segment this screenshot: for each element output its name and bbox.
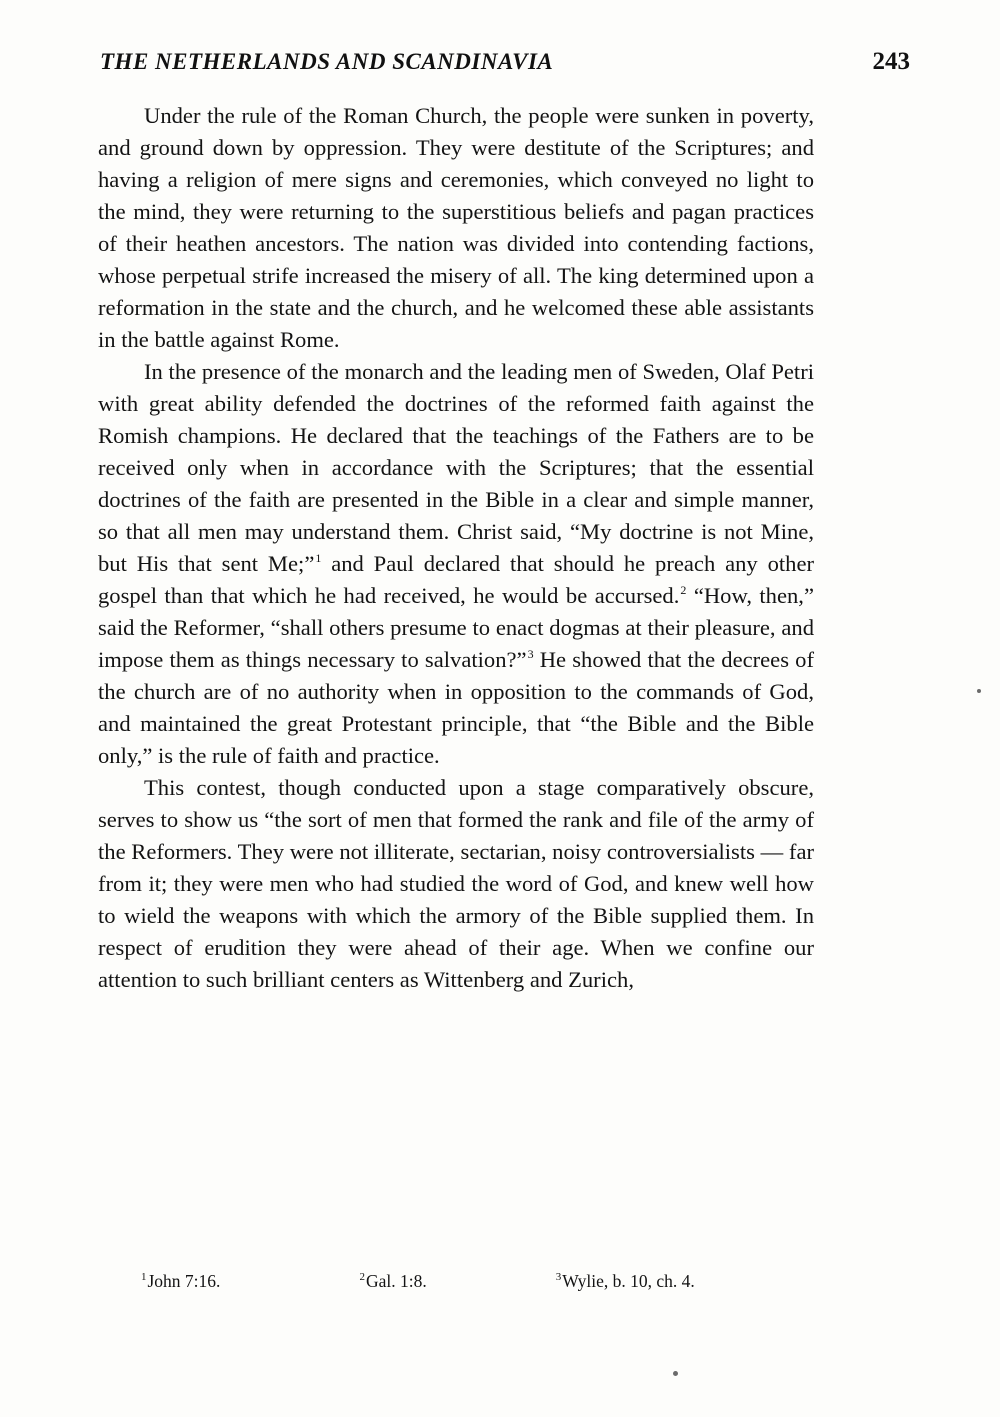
body-text <box>98 100 814 996</box>
footnote-3-text: Wylie, b. 10, ch. 4. <box>562 1271 695 1291</box>
footnote-marker-1: 1 <box>315 551 322 566</box>
page-speck <box>673 1371 678 1376</box>
footnote-3-marker: 3 <box>555 1271 562 1284</box>
footnote-area <box>98 1271 814 1292</box>
footnote-marker-3: 3 <box>527 647 534 662</box>
paragraph-1: Under the rule of the Roman Church, the people were sunken in poverty, and ground down by oppression. They were destitute of the Scriptures; and having a religion of mere signs and ceremonies, which conveyed no light to the mind, they were returning to the superstitious beliefs and pagan practices of their heathen ancestors. The nation was divided into contending factions, whose perpetual strife increased the misery of all. The king determined upon a reformation in the state and the church, and he welcomed these able assistants in the battle against Rome. <box>98 103 814 352</box>
page-header <box>100 48 910 76</box>
paragraph-2-part-4: He showed that the decrees of the church are of no authority when in opposition to the commands of God, and maintained the great Protestant principle, that “the Bible and the Bible only,” is the rule of faith and practice. <box>98 647 814 768</box>
footnote-1-marker: 1 <box>141 1271 147 1284</box>
paragraph-3: This contest, though conducted upon a stage comparatively obscure, serves to show us “the sort of men that formed the rank and file of the army of the Reformers. They were not illiterate, sectarian, noisy controversialists — far from it; they were men who had studied the word of God, and knew well how to wield the weapons with which the armory of the Bible supplied them. In respect of erudition they were ahead of their age. When we confine our attention to such brilliant centers as Wittenberg and Zurich, <box>98 775 814 992</box>
paragraph-2 <box>98 356 814 772</box>
footnote-1 <box>140 1271 220 1292</box>
page-speck <box>977 689 981 693</box>
footnote-2-text: Gal. 1:8. <box>365 1271 427 1291</box>
page-number: 243 <box>872 48 910 75</box>
paragraph-2-part-1: In the presence of the monarch and the leading men of Sweden, Olaf Petri with great ability defended the doctrines of the reformed faith against the Romish champions. He declared that the teachings of the Fathers are to be received only when in accordance with the Scriptures; that the essential doctrines of the faith are presented in the Bible in a clear and simple manner, so that all men may understand them. Christ said, “My doctrine is not Mine, but His that sent Me;” <box>98 359 814 576</box>
footnote-1-text: John 7:16. <box>147 1271 221 1291</box>
running-head: THE NETHERLANDS AND SCANDINAVIA <box>100 49 554 74</box>
footnote-2-marker: 2 <box>359 1271 365 1284</box>
paragraph-2-part-2: and Paul declared that should he preach any other gospel than that which he had received, he would be accursed. <box>98 551 814 608</box>
footnote-3 <box>555 1271 695 1292</box>
paragraph-2-part-3: “How, then,” said the Reformer, “shall others presume to enact dogmas at their pleasure, and impose them as things necessary to salvation?” <box>98 583 814 672</box>
footnote-2 <box>358 1271 426 1292</box>
footnote-marker-2: 2 <box>680 583 687 598</box>
